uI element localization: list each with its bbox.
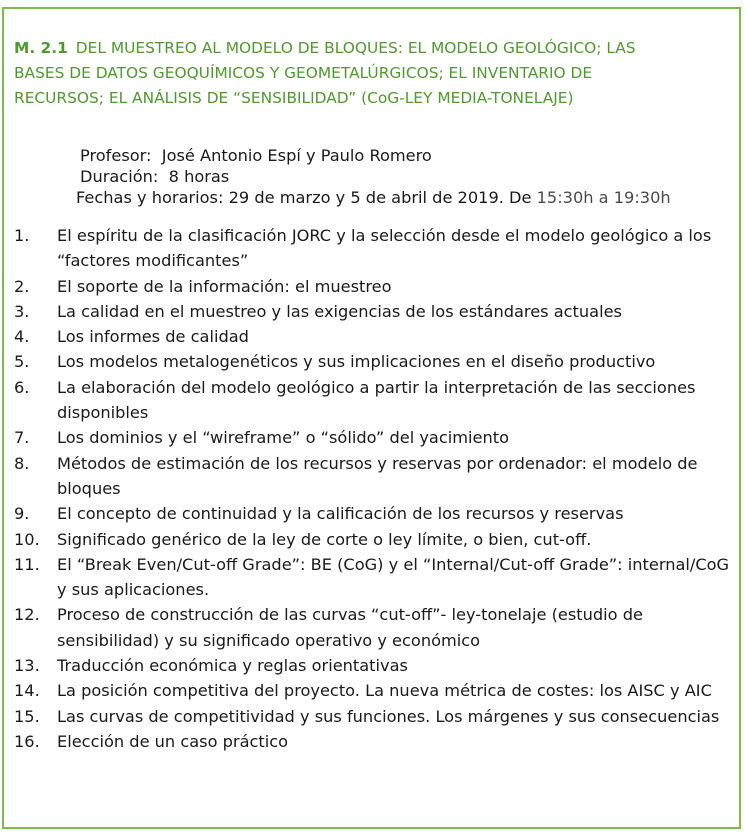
list-item	[0, 501, 745, 526]
list-item	[0, 223, 745, 274]
list-item-number: 5.	[14, 352, 30, 372]
list-item-number: 12.	[14, 605, 40, 625]
list-item-number: 14.	[14, 681, 40, 701]
list-item	[0, 375, 745, 426]
list-item	[0, 324, 745, 349]
list-item	[0, 527, 745, 552]
list-item-text: Las curvas de competitividad y sus funciones. Los márgenes y sus consecuencias	[57, 706, 720, 726]
list-item-text: La elaboración del modelo geológico a partir la interpretación de las secciones disponibles	[57, 377, 696, 423]
list-item-number: 3.	[14, 301, 30, 321]
course-meta	[0, 145, 745, 208]
list-item	[0, 274, 745, 299]
list-item-text: Métodos de estimación de los recursos y reservas por ordenador: el modelo de bloques	[57, 453, 698, 498]
list-item-number: 4.	[14, 327, 30, 347]
list-item	[0, 552, 745, 603]
list-item	[0, 704, 745, 729]
module-title-text-1: DEL MUESTREO AL MODELO DE BLOQUES: EL MODELO GEOLÓGICO; LAS	[75, 39, 636, 57]
list-item-number: 16.	[14, 731, 40, 751]
horario-value: 15:30h a 19:30h	[536, 188, 671, 207]
list-item	[0, 602, 745, 653]
module-title-line-1	[14, 39, 636, 57]
module-code: M. 2.1	[14, 39, 68, 57]
list-item	[0, 299, 745, 324]
module-title-line-3: RECURSOS; EL ANÁLISIS DE “SENSIBILIDAD” (CoG-LEY MEDIA-TONELAJE)	[14, 89, 574, 107]
list-item	[0, 451, 745, 502]
duracion-label: Duración:	[80, 167, 159, 186]
list-item-text: El espíritu de la clasificación JORC y la selección desde el modelo geológico a los “factores modificantes”	[57, 226, 712, 271]
fechas-row	[0, 187, 745, 208]
list-item-text: Elección de un caso práctico	[57, 731, 289, 751]
list-item-text: La posición competitiva del proyecto. La nueva métrica de costes: los AISC y AIC	[57, 681, 712, 701]
list-item-number: 7.	[14, 428, 30, 448]
profesor-label: Profesor:	[80, 146, 152, 165]
list-item-text: La calidad en el muestreo y las exigencias de los estándares actuales	[57, 301, 622, 321]
list-item-number: 1.	[14, 226, 30, 245]
list-item-text: Los dominios y el “wireframe” o “sólido” del yacimiento	[57, 428, 509, 448]
duracion-row	[0, 166, 745, 187]
fechas-value: 29 de marzo y 5 de abril de 2019. De	[228, 188, 532, 207]
list-item-number: 9.	[14, 504, 30, 524]
profesor-value: José Antonio Espí y Paulo Romero	[161, 146, 432, 165]
list-item	[0, 729, 745, 754]
list-item-text: Los informes de calidad	[57, 327, 249, 347]
list-item-text: El “Break Even/Cut-off Grade”: BE (CoG) y el “Internal/Cut-off Grade”: internal/CoG y sus aplicaciones.	[57, 554, 730, 600]
list-item-text: Los modelos metalogenéticos y sus implicaciones en el diseño productivo	[57, 352, 656, 372]
list-item-text: Traducción económica y reglas orientativas	[57, 656, 408, 676]
list-item-text: El concepto de continuidad y la calificación de los recursos y reservas	[57, 504, 624, 524]
list-item-text: El soporte de la información: el muestreo	[57, 276, 392, 296]
list-item	[0, 678, 745, 703]
list-item-number: 10.	[14, 529, 40, 549]
list-item-number: 6.	[14, 377, 30, 397]
list-item-text: Proceso de construcción de las curvas “cut-off”- ley-tonelaje (estudio de sensibilidad) y su significado operativo y económico	[57, 605, 643, 650]
list-item-number: 11.	[14, 554, 40, 574]
list-item-number: 13.	[14, 656, 40, 676]
duracion-value: 8 horas	[168, 167, 230, 186]
topic-list	[0, 223, 745, 754]
list-item-number: 2.	[14, 276, 30, 296]
list-item	[0, 349, 745, 374]
list-item-text: Significado genérico de la ley de corte o ley límite, o bien, cut-off.	[57, 529, 592, 549]
list-item-number: 15.	[14, 706, 40, 726]
list-item-number: 8.	[14, 453, 30, 473]
module-header	[14, 36, 734, 111]
list-item	[0, 425, 745, 450]
profesor-row	[0, 145, 745, 166]
module-title-line-2: BASES DE DATOS GEOQUÍMICOS Y GEOMETALÚRGICOS; EL INVENTARIO DE	[14, 64, 593, 82]
fechas-label: Fechas y horarios:	[76, 188, 224, 207]
list-item	[0, 653, 745, 678]
